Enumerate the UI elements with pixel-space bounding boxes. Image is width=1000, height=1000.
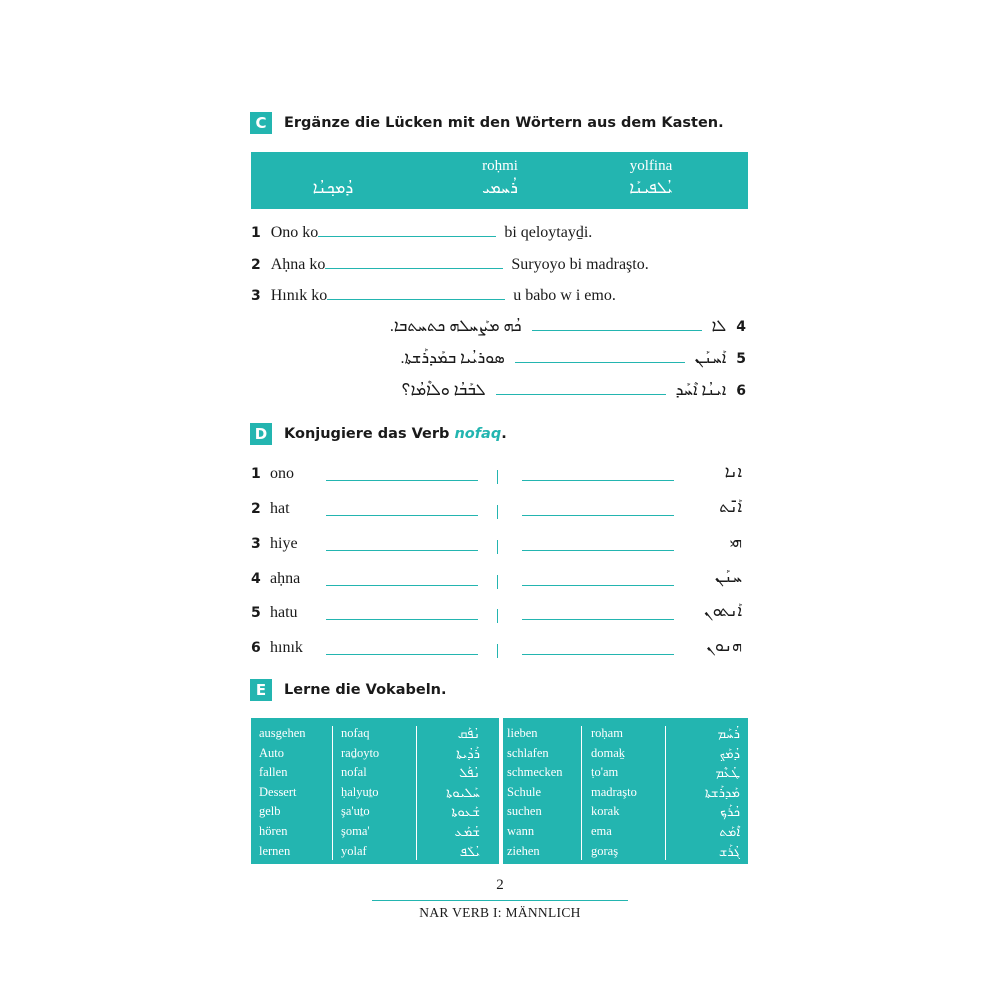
syriac-sentence-row [402,382,746,400]
sentence-start: ܐܰܚܢܰܢ [694,350,727,367]
vocab-syriac: ܢܳܦܰܠ [459,765,480,781]
syriac-pronoun: ܗܝ [729,534,742,551]
vocab-syriac: ܪܰܕܳܝܬܐ [456,745,480,761]
syriac-pronoun: ܗܢܘܢ [706,638,742,655]
row-number: 5 [251,605,261,621]
pronoun-label: hınık [270,639,303,656]
answer-blank-syriac[interactable] [522,480,674,481]
row-number: 6 [251,640,261,656]
vocab-syriac: ܡܰܕܪܰܫܬܐ [704,784,740,800]
column-separator [497,505,498,519]
word-syriac: ܕܳܡܟ݂ܢܳܐ [312,180,354,197]
vocab-syriac: ܫܰܥܘܬܐ [451,804,480,820]
pronoun-label: aḥna [270,570,301,587]
sentence-end: ܟܳܗ ܡܨܰܚܠܗ ܟܬܚܬܒܐ. [389,318,522,335]
syriac-sentence-row [400,350,746,368]
column-separator [497,470,498,484]
syriac-pronoun: ܐܢܐ [724,464,742,481]
footer-divider [372,900,628,901]
vocab-transliteration: domaḵ [591,745,626,760]
section-badge: C [250,112,272,134]
vocab-syriac: ܚܰܠܝܘܬܐ [446,784,480,800]
vocab-german: lernen [259,843,291,858]
answer-blank-syriac[interactable] [522,515,674,516]
vocab-syriac: ܕܳܡܰܟ݂ [719,745,740,761]
answer-blank-syriac[interactable] [522,619,674,620]
vocab-german: lieben [507,726,538,740]
vocab-transliteration: raḏoyto [341,745,380,760]
row-number: 2 [251,501,261,517]
vocab-transliteration: nofal [341,765,367,780]
answer-blank[interactable] [496,393,666,395]
vocab-transliteration: ṭo'am [591,765,619,780]
sentence-start: Ono ko [270,224,319,241]
answer-blank-syriac[interactable] [522,550,674,551]
vocab-transliteration: madraşto [591,784,637,799]
title-punct: . [501,426,507,442]
word-latin: yolfina [629,158,673,174]
sentence-number: 6 [736,383,746,399]
section-e-header [250,679,447,701]
vocab-transliteration: korak [591,804,620,819]
sentence-row [251,256,649,274]
vocab-syriac: ܟܳܪܰܟ݂ [720,804,740,820]
sentence-start: Aḥna ko [270,256,326,273]
column-divider [581,726,582,860]
vocab-syriac: ܫܳܡܰܥ [454,824,480,839]
sentence-end: u babo w i emo. [513,287,616,304]
column-separator [497,644,498,658]
syriac-pronoun: ܐܰܢ̄ܬ [719,499,742,516]
syriac-sentence-row [390,318,746,336]
vocab-german: schmecken [507,765,563,780]
sentence-end: ܣܘܪܝܳܝܐ ܒܡܰܕܪܰܫܬܐ. [400,350,505,367]
row-number: 4 [251,571,261,587]
vocab-german: suchen [507,804,542,819]
answer-blank-latin[interactable] [326,619,478,620]
sentence-number: 5 [736,351,746,367]
vocab-syriac: ܝܳܠܰܦ [459,843,480,859]
sentence-row [251,287,616,305]
vocab-german: ausgehen [259,726,306,740]
sentence-start: Hınık ko [270,287,328,304]
answer-blank-latin[interactable] [326,515,478,516]
vocab-german: gelb [259,804,281,819]
vocab-transliteration: yolaf [341,843,367,858]
sentence-start: ܐܝܢܳܐ ܐܶܚܰܕ [675,382,727,399]
vocab-syriac: ܓܳܪܰܫ [718,843,740,859]
vocab-german: Auto [259,745,284,760]
column-divider [665,726,666,860]
vocab-german: Schule [507,784,542,799]
sentence-number: 1 [251,225,261,241]
vocab-syriac: ܪܳܚܰܡ [717,726,740,741]
pronoun-label: hiye [270,535,298,552]
footer-title: NAR VERB I: MÄNNLICH [419,905,581,920]
column-separator [497,575,498,589]
vocab-transliteration: şa'uṯo [341,804,370,819]
sentence-end: Suryoyo bi madraşto. [511,256,649,273]
answer-blank-latin[interactable] [326,550,478,551]
row-number: 1 [251,466,261,482]
word-latin: roḥmi [482,158,518,174]
sentence-end: ܠܒܰܒܳܐ ܘܠܐܶܡܳܐ؟ [401,382,486,399]
word-latin: domaḵno [54,158,110,174]
answer-blank[interactable] [515,361,685,363]
answer-blank-syriac[interactable] [522,585,674,586]
vocab-syriac: ܐܶܡܰܬ [719,824,740,839]
vocab-transliteration: ema [591,824,612,838]
vocab-transliteration: ḥalyuṯo [341,784,379,799]
syriac-pronoun: ܚܢܰܢ [715,569,742,586]
word-syriac: ܝܳܠܦܝܢܰܐ [629,180,673,197]
vocab-german: Dessert [259,784,297,799]
section-badge: E [250,679,272,701]
verb-highlight: nofaq [454,426,502,442]
pronoun-label: hatu [270,604,298,621]
vocab-transliteration: goraş [591,843,619,858]
vocab-german: hören [259,824,288,838]
vocab-german: ziehen [507,843,540,858]
pronoun-label: hat [270,500,290,517]
page-number: 2 [496,877,504,893]
answer-blank[interactable] [327,298,505,300]
sentence-end: bi qeloytayḏi. [504,224,593,241]
column-separator [497,609,498,623]
answer-blank[interactable] [318,235,496,237]
vocab-german: wann [507,824,535,838]
vocab-syriac: ܛܳܥܶܡ [715,765,740,781]
word-syriac: ܪܳܚܡܝ [482,180,518,197]
answer-blank-latin[interactable] [326,585,478,586]
section-d-header [250,423,507,445]
vocab-transliteration: şoma' [341,824,370,838]
column-separator [497,540,498,554]
answer-blank[interactable] [532,329,702,331]
section-title: Ergänze die Lücken mit den Wörtern aus dem Kasten. [284,115,724,131]
section-title [284,426,507,442]
word-box [54,152,748,209]
vocab-transliteration: roḥam [591,726,623,740]
vocab-syriac: ܢܳܦܰܩ [457,726,480,741]
sentence-number: 3 [251,288,261,304]
section-c-header [250,112,724,134]
table-divider [499,718,503,864]
pronoun-label: ono [270,465,294,482]
vocab-german: fallen [259,765,288,780]
vocabulary-table [251,718,748,864]
title-text: Konjugiere das Verb [284,426,455,442]
answer-blank-syriac[interactable] [522,654,674,655]
sentence-number: 2 [251,257,261,273]
sentence-start: ܠܐ [711,318,727,335]
sentence-row [251,224,592,242]
column-divider [416,726,417,860]
syriac-pronoun: ܐܰܢܬܘܢ [704,603,742,620]
answer-blank-latin[interactable] [326,654,478,655]
row-number: 3 [251,536,261,552]
answer-blank-latin[interactable] [326,480,478,481]
answer-blank[interactable] [325,267,503,269]
vocab-transliteration: nofaq [341,726,370,740]
section-badge: D [250,423,272,445]
vocab-german: schlafen [507,745,549,760]
section-title: Lerne die Vokabeln. [284,682,447,698]
column-divider [332,726,333,860]
sentence-number: 4 [736,319,746,335]
